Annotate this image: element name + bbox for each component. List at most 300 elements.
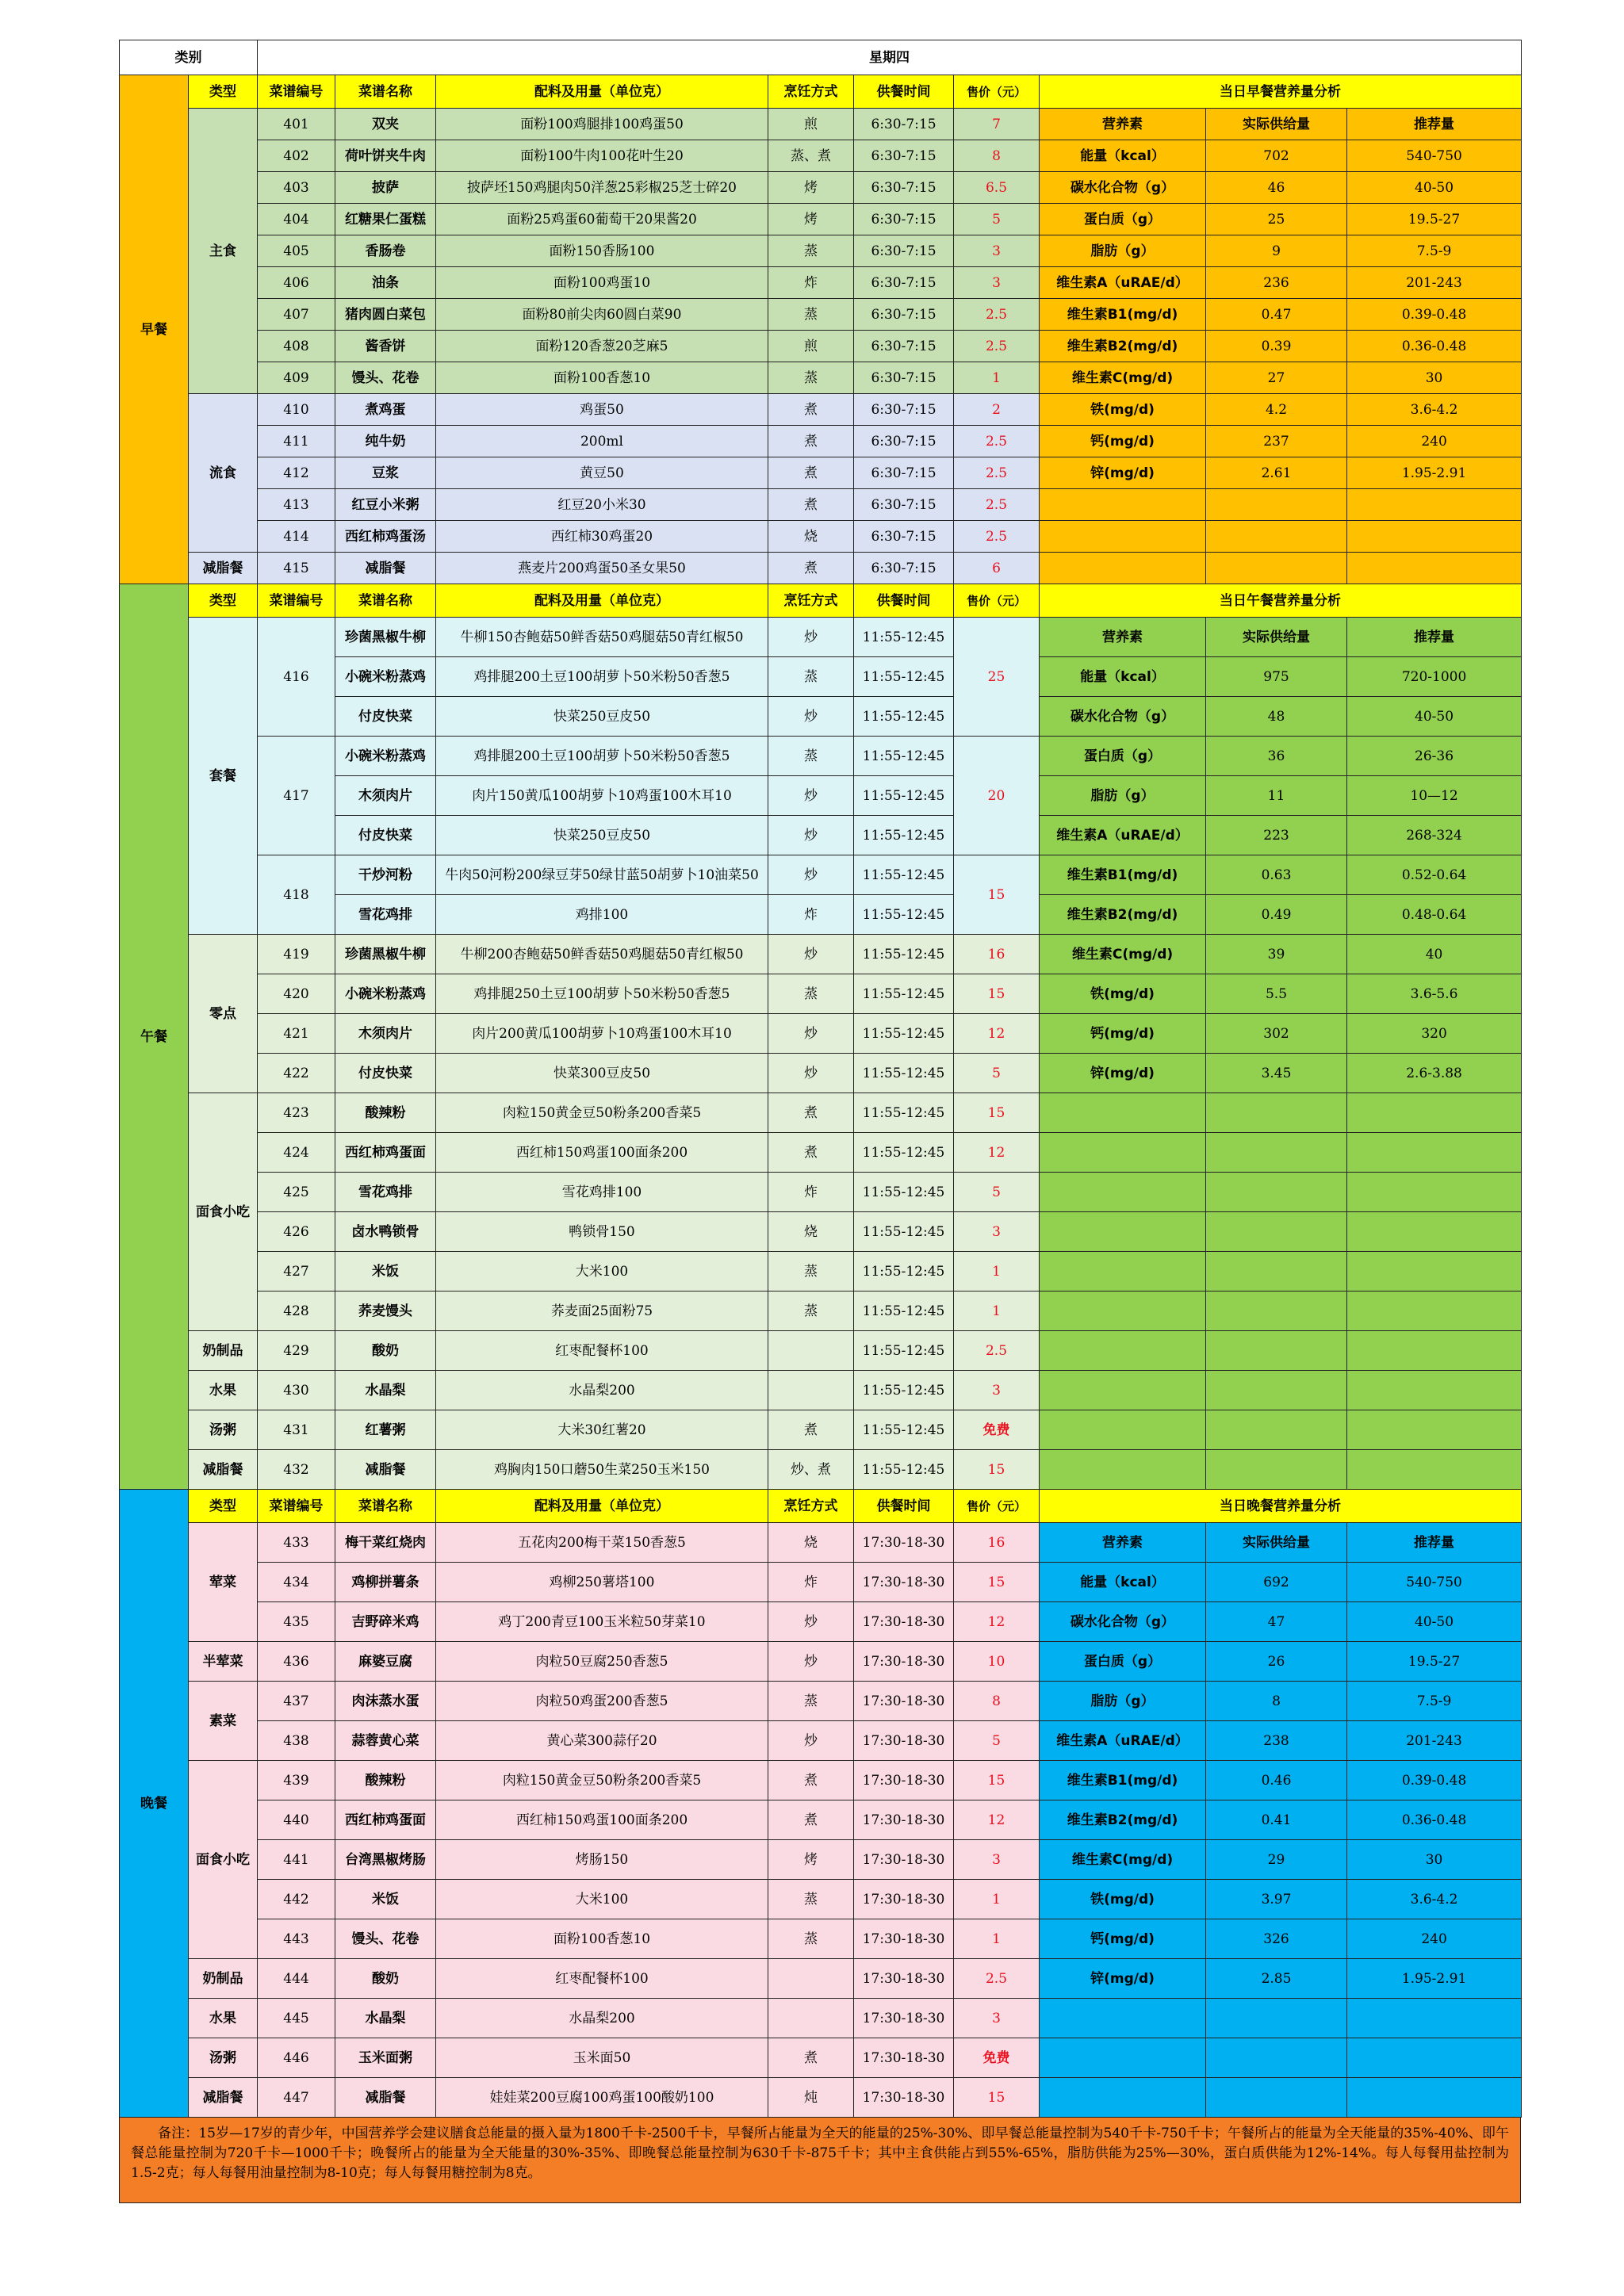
table-row bbox=[120, 331, 1522, 362]
table-row bbox=[120, 1133, 1522, 1173]
table-row bbox=[120, 1761, 1522, 1800]
nutrient-empty bbox=[1040, 521, 1206, 553]
nutrient-empty bbox=[1206, 1999, 1347, 2038]
nutrient-recommended: 540-750 bbox=[1347, 1563, 1522, 1602]
dish-name: 小碗米粉蒸鸡 bbox=[335, 974, 436, 1014]
dish-type: 水果 bbox=[189, 1999, 258, 2038]
col-ingredients: 配料及用量（单位克） bbox=[436, 1490, 768, 1523]
nutrient-recommended: 40 bbox=[1347, 935, 1522, 974]
dish-time: 11:55-12:45 bbox=[854, 1054, 954, 1093]
table-row bbox=[120, 2078, 1522, 2118]
dish-price: 3 bbox=[954, 1371, 1040, 1410]
dish-name: 减脂餐 bbox=[335, 1450, 436, 1490]
dish-method bbox=[768, 1999, 854, 2038]
nutrient-empty bbox=[1206, 1450, 1347, 1490]
dish-name: 猪肉圆白菜包 bbox=[335, 299, 436, 331]
table-row bbox=[120, 1999, 1522, 2038]
dish-time: 6:30-7:15 bbox=[854, 109, 954, 140]
dish-method: 蒸 bbox=[768, 1252, 854, 1292]
table-row bbox=[120, 521, 1522, 553]
col-code: 菜谱编号 bbox=[258, 1490, 335, 1523]
dish-price: 7 bbox=[954, 109, 1040, 140]
nutrient-actual: 0.41 bbox=[1206, 1800, 1347, 1840]
nutrient-actual: 2.85 bbox=[1206, 1959, 1347, 1999]
table-row bbox=[120, 1054, 1522, 1093]
dish-method: 炒 bbox=[768, 935, 854, 974]
dish-price: 8 bbox=[954, 140, 1040, 172]
nutrient-actual: 236 bbox=[1206, 267, 1347, 299]
col-ingredients: 配料及用量（单位克） bbox=[436, 75, 768, 109]
dish-code: 432 bbox=[258, 1450, 335, 1490]
nutrient-name: 铁(mg/d) bbox=[1040, 1880, 1206, 1919]
dish-time: 11:55-12:45 bbox=[854, 618, 954, 657]
nutrient-header: 营养素 bbox=[1040, 109, 1206, 140]
nutrient-empty bbox=[1206, 1173, 1347, 1212]
nutrient-recommended: 1.95-2.91 bbox=[1347, 1959, 1522, 1999]
table-row bbox=[120, 1721, 1522, 1761]
dish-ingredients: 娃娃菜200豆腐100鸡蛋100酸奶100 bbox=[436, 2078, 768, 2118]
dish-ingredients: 五花肉200梅干菜150香葱5 bbox=[436, 1523, 768, 1563]
table-row bbox=[120, 140, 1522, 172]
dish-time: 11:55-12:45 bbox=[854, 1410, 954, 1450]
dish-code: 441 bbox=[258, 1840, 335, 1880]
dish-ingredients: 面粉25鸡蛋60葡萄干20果酱20 bbox=[436, 204, 768, 235]
dish-method: 煮 bbox=[768, 2038, 854, 2078]
dish-ingredients: 鸡蛋50 bbox=[436, 394, 768, 426]
meal-label-bf: 早餐 bbox=[120, 75, 189, 584]
dish-time: 11:55-12:45 bbox=[854, 895, 954, 935]
nutrient-empty bbox=[1347, 1133, 1522, 1173]
dish-type: 素菜 bbox=[189, 1682, 258, 1761]
dish-name: 减脂餐 bbox=[335, 553, 436, 584]
dish-time: 6:30-7:15 bbox=[854, 331, 954, 362]
nutrient-actual: 27 bbox=[1206, 362, 1347, 394]
dish-price: 2.5 bbox=[954, 521, 1040, 553]
nutrient-actual: 39 bbox=[1206, 935, 1347, 974]
table-row bbox=[120, 1800, 1522, 1840]
table-row bbox=[120, 2038, 1522, 2078]
dish-ingredients: 大米30红薯20 bbox=[436, 1410, 768, 1450]
dish-time: 11:55-12:45 bbox=[854, 697, 954, 737]
dish-name: 馒头、花卷 bbox=[335, 1919, 436, 1959]
nutrient-name: 蛋白质（g） bbox=[1040, 204, 1206, 235]
dish-name: 荷叶饼夹牛肉 bbox=[335, 140, 436, 172]
analysis-title-lu: 当日午餐营养量分析 bbox=[1040, 584, 1522, 618]
nutrient-name: 钙(mg/d) bbox=[1040, 1919, 1206, 1959]
dish-type: 汤粥 bbox=[189, 2038, 258, 2078]
recommended-header: 推荐量 bbox=[1347, 1523, 1522, 1563]
col-method: 烹饪方式 bbox=[768, 1490, 854, 1523]
dish-name: 披萨 bbox=[335, 172, 436, 204]
nutrient-recommended: 10—12 bbox=[1347, 776, 1522, 816]
dish-type: 流食 bbox=[189, 394, 258, 553]
dish-code: 415 bbox=[258, 553, 335, 584]
nutrient-name: 维生素B2(mg/d) bbox=[1040, 895, 1206, 935]
dish-price: 16 bbox=[954, 935, 1040, 974]
nutrient-name: 钙(mg/d) bbox=[1040, 426, 1206, 457]
dish-method: 蒸、煮 bbox=[768, 140, 854, 172]
dish-code: 402 bbox=[258, 140, 335, 172]
nutrient-empty bbox=[1347, 1331, 1522, 1371]
dish-code: 447 bbox=[258, 2078, 335, 2118]
dish-code: 433 bbox=[258, 1523, 335, 1563]
dish-method: 蒸 bbox=[768, 1292, 854, 1331]
dish-price: 2.5 bbox=[954, 426, 1040, 457]
table-row bbox=[120, 426, 1522, 457]
dish-name: 梅干菜红烧肉 bbox=[335, 1523, 436, 1563]
dish-price: 2 bbox=[954, 394, 1040, 426]
nutrient-actual: 8 bbox=[1206, 1682, 1347, 1721]
dish-name: 酸奶 bbox=[335, 1959, 436, 1999]
dish-ingredients: 西红柿150鸡蛋100面条200 bbox=[436, 1133, 768, 1173]
dish-code: 417 bbox=[258, 737, 335, 855]
nutrient-name: 维生素B1(mg/d) bbox=[1040, 1761, 1206, 1800]
dish-method: 蒸 bbox=[768, 1919, 854, 1959]
col-code: 菜谱编号 bbox=[258, 75, 335, 109]
dish-code: 429 bbox=[258, 1331, 335, 1371]
dish-code: 401 bbox=[258, 109, 335, 140]
nutrient-recommended: 26-36 bbox=[1347, 737, 1522, 776]
dish-method: 炒 bbox=[768, 697, 854, 737]
dish-name: 红糖果仁蛋糕 bbox=[335, 204, 436, 235]
table-row bbox=[120, 1173, 1522, 1212]
nutrient-name: 铁(mg/d) bbox=[1040, 974, 1206, 1014]
dish-time: 17:30-18-30 bbox=[854, 1721, 954, 1761]
dish-code: 413 bbox=[258, 489, 335, 521]
nutrient-name: 碳水化合物（g） bbox=[1040, 697, 1206, 737]
dish-name: 西红柿鸡蛋面 bbox=[335, 1133, 436, 1173]
nutrient-name: 能量（kcal） bbox=[1040, 1563, 1206, 1602]
nutrient-empty bbox=[1347, 1292, 1522, 1331]
dish-price: 6 bbox=[954, 553, 1040, 584]
dish-code: 434 bbox=[258, 1563, 335, 1602]
table-row bbox=[120, 1450, 1522, 1490]
nutrient-empty bbox=[1040, 2078, 1206, 2118]
nutrient-recommended: 240 bbox=[1347, 1919, 1522, 1959]
dish-time: 11:55-12:45 bbox=[854, 1173, 954, 1212]
nutrient-empty bbox=[1347, 2038, 1522, 2078]
nutrient-name: 锌(mg/d) bbox=[1040, 1054, 1206, 1093]
dish-method: 炒 bbox=[768, 1721, 854, 1761]
dish-name: 鸡柳拼薯条 bbox=[335, 1563, 436, 1602]
table-row bbox=[120, 457, 1522, 489]
dish-name: 付皮快菜 bbox=[335, 1054, 436, 1093]
dish-ingredients: 玉米面50 bbox=[436, 2038, 768, 2078]
nutrient-actual: 4.2 bbox=[1206, 394, 1347, 426]
col-type: 类型 bbox=[189, 75, 258, 109]
table-row bbox=[120, 1212, 1522, 1252]
dish-method: 煮 bbox=[768, 394, 854, 426]
col-price: 售价（元） bbox=[954, 1490, 1040, 1523]
dish-ingredients: 面粉100香葱10 bbox=[436, 1919, 768, 1959]
dish-type: 半荤菜 bbox=[189, 1642, 258, 1682]
dish-code: 411 bbox=[258, 426, 335, 457]
dish-price: 1 bbox=[954, 1252, 1040, 1292]
nutrient-name: 能量（kcal） bbox=[1040, 657, 1206, 697]
nutrient-empty bbox=[1040, 553, 1206, 584]
dish-method: 炒 bbox=[768, 1642, 854, 1682]
nutrient-actual: 48 bbox=[1206, 697, 1347, 737]
nutrient-empty bbox=[1040, 1212, 1206, 1252]
table-row bbox=[120, 172, 1522, 204]
nutrient-actual: 0.49 bbox=[1206, 895, 1347, 935]
nutrient-recommended: 268-324 bbox=[1347, 816, 1522, 855]
dish-price: 免费 bbox=[954, 2038, 1040, 2078]
nutrient-name: 维生素C(mg/d) bbox=[1040, 935, 1206, 974]
dish-time: 6:30-7:15 bbox=[854, 362, 954, 394]
nutrient-empty bbox=[1347, 489, 1522, 521]
dish-ingredients: 快菜250豆皮50 bbox=[436, 697, 768, 737]
dish-price: 2.5 bbox=[954, 489, 1040, 521]
dish-ingredients: 鸡胸肉150口蘑50生菜250玉米150 bbox=[436, 1450, 768, 1490]
dish-time: 11:55-12:45 bbox=[854, 1331, 954, 1371]
nutrient-name: 维生素B1(mg/d) bbox=[1040, 299, 1206, 331]
dish-method bbox=[768, 1371, 854, 1410]
table-row bbox=[120, 362, 1522, 394]
nutrient-recommended: 720-1000 bbox=[1347, 657, 1522, 697]
dish-code: 425 bbox=[258, 1173, 335, 1212]
dish-ingredients: 肉粒150黄金豆50粉条200香菜5 bbox=[436, 1761, 768, 1800]
col-name: 菜谱名称 bbox=[335, 75, 436, 109]
dish-name: 吉野碎米鸡 bbox=[335, 1602, 436, 1642]
nutrient-recommended: 201-243 bbox=[1347, 1721, 1522, 1761]
nutrient-empty bbox=[1347, 1093, 1522, 1133]
dish-name: 珍菌黑椒牛柳 bbox=[335, 935, 436, 974]
dish-ingredients: 牛柳150杏鲍菇50鲜香菇50鸡腿菇50青红椒50 bbox=[436, 618, 768, 657]
dish-name: 米饭 bbox=[335, 1880, 436, 1919]
nutrient-empty bbox=[1206, 2038, 1347, 2078]
dish-price: 免费 bbox=[954, 1410, 1040, 1450]
dish-code: 403 bbox=[258, 172, 335, 204]
dish-name: 水晶梨 bbox=[335, 1999, 436, 2038]
dish-method: 炸 bbox=[768, 1173, 854, 1212]
table-row bbox=[120, 267, 1522, 299]
dish-time: 11:55-12:45 bbox=[854, 816, 954, 855]
nutrient-name: 维生素B2(mg/d) bbox=[1040, 331, 1206, 362]
dish-name: 减脂餐 bbox=[335, 2078, 436, 2118]
table-row bbox=[120, 1563, 1522, 1602]
nutrient-recommended: 19.5-27 bbox=[1347, 204, 1522, 235]
nutrient-recommended: 0.39-0.48 bbox=[1347, 299, 1522, 331]
menu-sheet bbox=[119, 40, 1521, 2203]
dish-price: 6.5 bbox=[954, 172, 1040, 204]
dish-time: 6:30-7:15 bbox=[854, 204, 954, 235]
dish-name: 干炒河粉 bbox=[335, 855, 436, 895]
dish-time: 6:30-7:15 bbox=[854, 394, 954, 426]
dish-method: 蒸 bbox=[768, 974, 854, 1014]
dish-code: 424 bbox=[258, 1133, 335, 1173]
dish-method: 炒 bbox=[768, 1602, 854, 1642]
dish-price: 20 bbox=[954, 737, 1040, 855]
dish-method: 炸 bbox=[768, 267, 854, 299]
nutrient-empty bbox=[1206, 1252, 1347, 1292]
table-row bbox=[120, 1252, 1522, 1292]
dish-price: 10 bbox=[954, 1642, 1040, 1682]
nutrient-actual: 702 bbox=[1206, 140, 1347, 172]
nutrient-name: 维生素A（uRAE/d） bbox=[1040, 816, 1206, 855]
dish-code: 422 bbox=[258, 1054, 335, 1093]
dish-method: 煮 bbox=[768, 489, 854, 521]
nutrient-empty bbox=[1206, 1371, 1347, 1410]
dish-ingredients: 面粉100香葱10 bbox=[436, 362, 768, 394]
dish-name: 雪花鸡排 bbox=[335, 1173, 436, 1212]
dish-name: 付皮快菜 bbox=[335, 697, 436, 737]
dish-method: 炒 bbox=[768, 618, 854, 657]
dish-price: 5 bbox=[954, 1054, 1040, 1093]
nutrient-empty bbox=[1347, 1173, 1522, 1212]
dish-time: 11:55-12:45 bbox=[854, 776, 954, 816]
dish-method: 烤 bbox=[768, 172, 854, 204]
dish-time: 11:55-12:45 bbox=[854, 974, 954, 1014]
dish-type: 主食 bbox=[189, 109, 258, 394]
dish-name: 油条 bbox=[335, 267, 436, 299]
table-row bbox=[120, 1880, 1522, 1919]
table-row bbox=[120, 299, 1522, 331]
dish-name: 西红柿鸡蛋面 bbox=[335, 1800, 436, 1840]
dish-method: 烧 bbox=[768, 1523, 854, 1563]
dish-time: 11:55-12:45 bbox=[854, 1093, 954, 1133]
nutrient-empty bbox=[1040, 2038, 1206, 2078]
dish-type: 套餐 bbox=[189, 618, 258, 935]
dish-price: 12 bbox=[954, 1014, 1040, 1054]
dish-ingredients: 水晶梨200 bbox=[436, 1999, 768, 2038]
nutrient-empty bbox=[1206, 1292, 1347, 1331]
nutrient-actual: 237 bbox=[1206, 426, 1347, 457]
dish-ingredients: 鸭锁骨150 bbox=[436, 1212, 768, 1252]
nutrient-name: 维生素A（uRAE/d） bbox=[1040, 1721, 1206, 1761]
dish-price: 15 bbox=[954, 855, 1040, 935]
dish-code: 406 bbox=[258, 267, 335, 299]
nutrient-actual: 975 bbox=[1206, 657, 1347, 697]
table-row bbox=[120, 1093, 1522, 1133]
table-row bbox=[120, 1292, 1522, 1331]
dish-time: 6:30-7:15 bbox=[854, 235, 954, 267]
dish-code: 430 bbox=[258, 1371, 335, 1410]
nutrient-recommended: 30 bbox=[1347, 1840, 1522, 1880]
table-row bbox=[120, 974, 1522, 1014]
meal-label-lu: 午餐 bbox=[120, 584, 189, 1490]
dish-ingredients: 红枣配餐杯100 bbox=[436, 1331, 768, 1371]
dish-method: 蒸 bbox=[768, 657, 854, 697]
nutrient-recommended: 30 bbox=[1347, 362, 1522, 394]
actual-header: 实际供给量 bbox=[1206, 618, 1347, 657]
dish-code: 410 bbox=[258, 394, 335, 426]
dish-time: 17:30-18-30 bbox=[854, 1999, 954, 2038]
table-row bbox=[120, 1642, 1522, 1682]
nutrient-actual: 0.46 bbox=[1206, 1761, 1347, 1800]
dish-name: 酸辣粉 bbox=[335, 1761, 436, 1800]
dish-ingredients: 红枣配餐杯100 bbox=[436, 1959, 768, 1999]
col-name: 菜谱名称 bbox=[335, 584, 436, 618]
nutrient-empty bbox=[1206, 521, 1347, 553]
dish-price: 3 bbox=[954, 267, 1040, 299]
dish-method: 蒸 bbox=[768, 362, 854, 394]
dish-time: 11:55-12:45 bbox=[854, 737, 954, 776]
dish-name: 麻婆豆腐 bbox=[335, 1642, 436, 1682]
nutrient-actual: 25 bbox=[1206, 204, 1347, 235]
dish-name: 酸辣粉 bbox=[335, 1093, 436, 1133]
dish-time: 17:30-18-30 bbox=[854, 1919, 954, 1959]
dish-code: 426 bbox=[258, 1212, 335, 1252]
nutrient-empty bbox=[1040, 1093, 1206, 1133]
dish-code: 445 bbox=[258, 1999, 335, 2038]
dish-method bbox=[768, 1959, 854, 1999]
dish-name: 卤水鸭锁骨 bbox=[335, 1212, 436, 1252]
dish-code: 423 bbox=[258, 1093, 335, 1133]
dish-code: 407 bbox=[258, 299, 335, 331]
dish-name: 豆浆 bbox=[335, 457, 436, 489]
col-code: 菜谱编号 bbox=[258, 584, 335, 618]
nutrient-empty bbox=[1347, 1252, 1522, 1292]
nutrient-actual: 5.5 bbox=[1206, 974, 1347, 1014]
dish-price: 12 bbox=[954, 1800, 1040, 1840]
dish-price: 3 bbox=[954, 1999, 1040, 2038]
dish-name: 馒头、花卷 bbox=[335, 362, 436, 394]
dish-price: 5 bbox=[954, 1721, 1040, 1761]
dish-ingredients: 西红柿150鸡蛋100面条200 bbox=[436, 1800, 768, 1840]
dish-method: 烤 bbox=[768, 204, 854, 235]
dish-ingredients: 快菜300豆皮50 bbox=[436, 1054, 768, 1093]
dish-time: 11:55-12:45 bbox=[854, 657, 954, 697]
nutrient-recommended: 19.5-27 bbox=[1347, 1642, 1522, 1682]
nutrient-empty bbox=[1206, 1093, 1347, 1133]
dish-ingredients: 水晶梨200 bbox=[436, 1371, 768, 1410]
dish-price: 25 bbox=[954, 618, 1040, 737]
dish-ingredients: 牛柳200杏鲍菇50鲜香菇50鸡腿菇50青红椒50 bbox=[436, 935, 768, 974]
dish-ingredients: 雪花鸡排100 bbox=[436, 1173, 768, 1212]
section-header-row bbox=[120, 1490, 1522, 1523]
col-price: 售价（元） bbox=[954, 584, 1040, 618]
dish-time: 6:30-7:15 bbox=[854, 140, 954, 172]
nutrient-actual: 36 bbox=[1206, 737, 1347, 776]
table-row bbox=[120, 1410, 1522, 1450]
table-row bbox=[120, 553, 1522, 584]
dish-price: 2.5 bbox=[954, 1959, 1040, 1999]
dish-code: 418 bbox=[258, 855, 335, 935]
recommended-header: 推荐量 bbox=[1347, 618, 1522, 657]
recommended-header: 推荐量 bbox=[1347, 109, 1522, 140]
dish-time: 6:30-7:15 bbox=[854, 489, 954, 521]
meal-label-di: 晚餐 bbox=[120, 1490, 189, 2118]
nutrient-empty bbox=[1347, 521, 1522, 553]
dish-type: 奶制品 bbox=[189, 1959, 258, 1999]
nutrient-name: 钙(mg/d) bbox=[1040, 1014, 1206, 1054]
nutrient-empty bbox=[1040, 1410, 1206, 1450]
dish-method: 炒 bbox=[768, 1014, 854, 1054]
category-header: 类别 bbox=[120, 40, 258, 75]
nutrient-name: 能量（kcal） bbox=[1040, 140, 1206, 172]
nutrient-actual: 26 bbox=[1206, 1642, 1347, 1682]
nutrient-actual: 9 bbox=[1206, 235, 1347, 267]
analysis-title-bf: 当日早餐营养量分析 bbox=[1040, 75, 1522, 109]
dish-time: 6:30-7:15 bbox=[854, 426, 954, 457]
analysis-title-di: 当日晚餐营养量分析 bbox=[1040, 1490, 1522, 1523]
dish-ingredients: 鸡柳250薯塔100 bbox=[436, 1563, 768, 1602]
dish-ingredients: 黄心菜300蒜仔20 bbox=[436, 1721, 768, 1761]
dish-code: 409 bbox=[258, 362, 335, 394]
col-type: 类型 bbox=[189, 1490, 258, 1523]
nutrient-actual: 223 bbox=[1206, 816, 1347, 855]
dish-type: 减脂餐 bbox=[189, 1450, 258, 1490]
dish-price: 5 bbox=[954, 204, 1040, 235]
dish-time: 17:30-18-30 bbox=[854, 1959, 954, 1999]
dish-time: 6:30-7:15 bbox=[854, 553, 954, 584]
dish-name: 珍菌黑椒牛柳 bbox=[335, 618, 436, 657]
dish-method: 煮 bbox=[768, 553, 854, 584]
dish-name: 西红柿鸡蛋汤 bbox=[335, 521, 436, 553]
dish-code: 431 bbox=[258, 1410, 335, 1450]
nutrient-empty bbox=[1347, 1450, 1522, 1490]
